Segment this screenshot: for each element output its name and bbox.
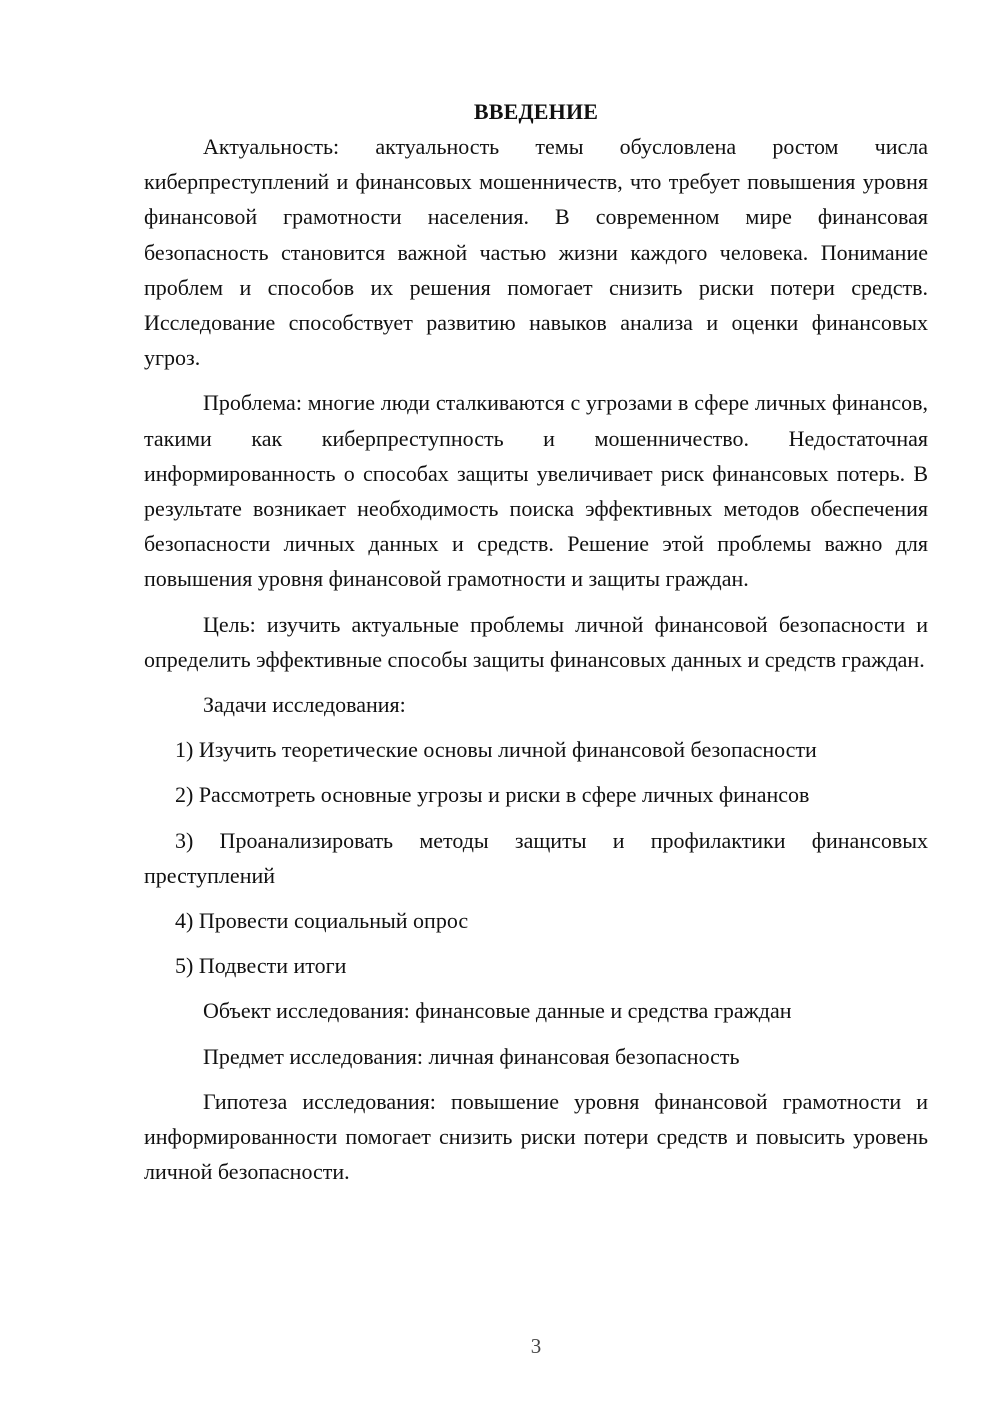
research-object-paragraph: Объект исследования: финансовые данные и средства граждан bbox=[203, 998, 792, 1024]
page-number: 3 bbox=[530, 1334, 542, 1358]
section-heading: ВВЕДЕНИЕ bbox=[473, 99, 599, 124]
tasks-heading: Задачи исследования: bbox=[203, 692, 406, 718]
goal-paragraph: Цель: изучить актуальные проблемы личной финансовой безопасности и определить эффективные способы защиты финансовых данных и средств граждан. bbox=[144, 611, 928, 672]
document-body bbox=[144, 94, 928, 1199]
task-item-3: 3) Проанализировать методы защиты и профилактики финансовых преступлений bbox=[144, 827, 928, 888]
relevance-paragraph: Актуальность: актуальность темы обусловлена ростом числа киберпреступлений и финансовых мошенничеств, что требует повышения уровня финансовой грамотности населения. В современном мире финансовая безопасность становится важной частью жизни каждого человека. Понимание проблем и способов их решения помогает снизить риски потери средств. Исследование способствует развитию навыков анализа и оценки финансовых угроз. bbox=[144, 134, 928, 371]
task-item-1: 1) Изучить теоретические основы личной финансовой безопасности bbox=[175, 737, 817, 763]
problem-paragraph: Проблема: многие люди сталкиваются с угрозами в сфере личных финансов, такими как киберпреступность и мошенничество. Недостаточная информированность о способах защиты увеличивает риск финансовых потерь. В результате возникает необходимость поиска эффективных методов обеспечения безопасности личных данных и средств. Решение этой проблемы важно для повышения уровня финансовой грамотности и защиты граждан. bbox=[144, 390, 928, 592]
research-subject-paragraph: Предмет исследования: личная финансовая безопасность bbox=[203, 1043, 740, 1069]
task-item-5: 5) Подвести итоги bbox=[175, 953, 347, 979]
task-item-2: 2) Рассмотреть основные угрозы и риски в сфере личных финансов bbox=[175, 782, 810, 808]
hypothesis-paragraph: Гипотеза исследования: повышение уровня финансовой грамотности и информированности помогает снизить риски потери средств и повысить уровень личной безопасности. bbox=[144, 1088, 928, 1185]
task-item-4: 4) Провести социальный опрос bbox=[175, 908, 469, 934]
